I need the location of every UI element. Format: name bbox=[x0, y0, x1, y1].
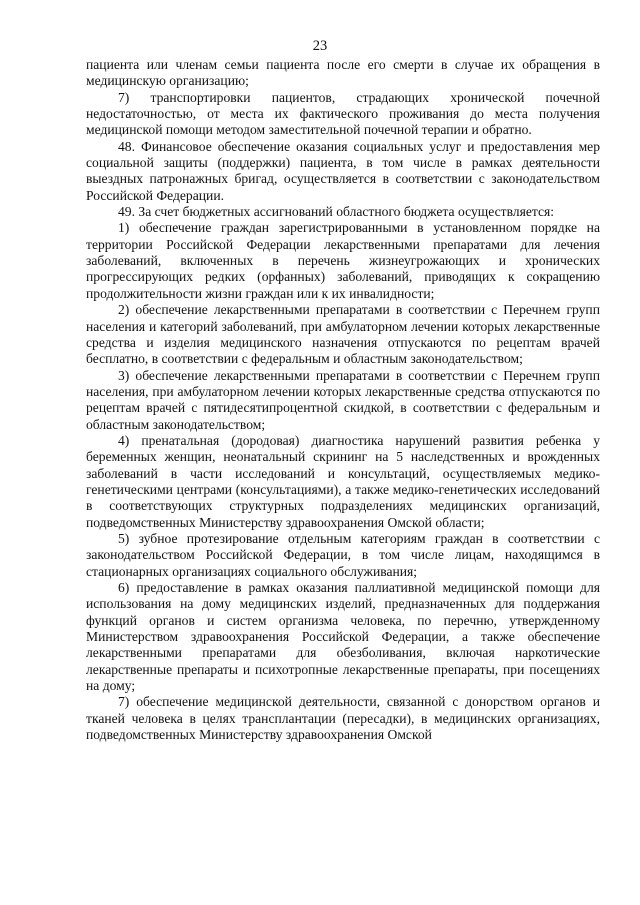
paragraph-49-4: 4) пренатальная (дородовая) диагностика нарушений развития ребенка у беременных женщин, неонатальный скрининг на 5 наследственных и врожденных заболеваний в части исследований и консультаций, осуществляемых медико-генетическими центрами (консультациями), а также медико-генетических исследований в соответствующих структурных подразделениях медицинских организаций, подведомственных Министерству здравоохранения Омской области; bbox=[86, 432, 600, 530]
page-number: 23 bbox=[312, 38, 328, 54]
paragraph-49-2: 2) обеспечение лекарственными препаратами в соответствии с Перечнем групп населения и категорий заболеваний, при амбулаторном лечении которых лекарственные средства и изделия медицинского назначения отпускаются по рецептам врачей бесплатно, в соответствии с федеральным и областным законодательством; bbox=[86, 302, 600, 367]
paragraph-49-1: 1) обеспечение граждан зарегистрированными в установленном порядке на территории Российской Федерации лекарственными препаратами для лечения заболеваний, включенных в перечень жизнеугрожающих и хронических прогрессирующих редких (орфанных) заболеваний, приводящих к сокращению продолжительности жизни граждан или к их инвалидности; bbox=[86, 220, 600, 301]
paragraph-49-3: 3) обеспечение лекарственными препаратами в соответствии с Перечнем групп населения, при амбулаторном лечении которых лекарственные средства отпускаются по рецептам врачей с пятидесятипроцентной скидкой, в соответствии с федеральным и областным законодательством; bbox=[86, 367, 600, 432]
paragraph-continuation: пациента или членам семьи пациента после его смерти в случае их обращения в медицинскую организацию; bbox=[86, 57, 600, 89]
paragraph-item-7-transport: 7) транспортировки пациентов, страдающих хронической почечной недостаточностью, от места их фактического проживания до места получения медицинской помощи методом заместительной почечной терапии и обратно. bbox=[86, 89, 600, 138]
paragraph-49-7: 7) обеспечение медицинской деятельности, связанной с донорством органов и тканей человека в целях трансплантации (пересадки), в медицинских организациях, подведомственных Министерству здравоохранения Омской bbox=[86, 694, 600, 743]
document-body bbox=[86, 57, 600, 743]
paragraph-48: 48. Финансовое обеспечение оказания социальных услуг и предоставления мер социальной защиты (поддержки) пациента, в том числе в рамках деятельности выездных патронажных бригад, осуществляется в соответствии с законодательством Российской Федерации. bbox=[86, 138, 600, 203]
paragraph-49-6: 6) предоставление в рамках оказания паллиативной медицинской помощи для использования на дому медицинских изделий, предназначенных для поддержания функций органов и систем организма человека, по перечню, утвержденному Министерством здравоохранения Российской Федерации, а также обеспечение лекарственными препаратами для обезболивания, включая наркотические лекарственные препараты и психотропные лекарственные препараты, при посещениях на дому; bbox=[86, 580, 600, 694]
paragraph-49-5: 5) зубное протезирование отдельным категориям граждан в соответствии с законодательством Российской Федерации, в том числе лицам, находящимся в стационарных организациях социального обслуживания; bbox=[86, 530, 600, 579]
paragraph-49: 49. За счет бюджетных ассигнований областного бюджета осуществляется: bbox=[118, 204, 555, 220]
